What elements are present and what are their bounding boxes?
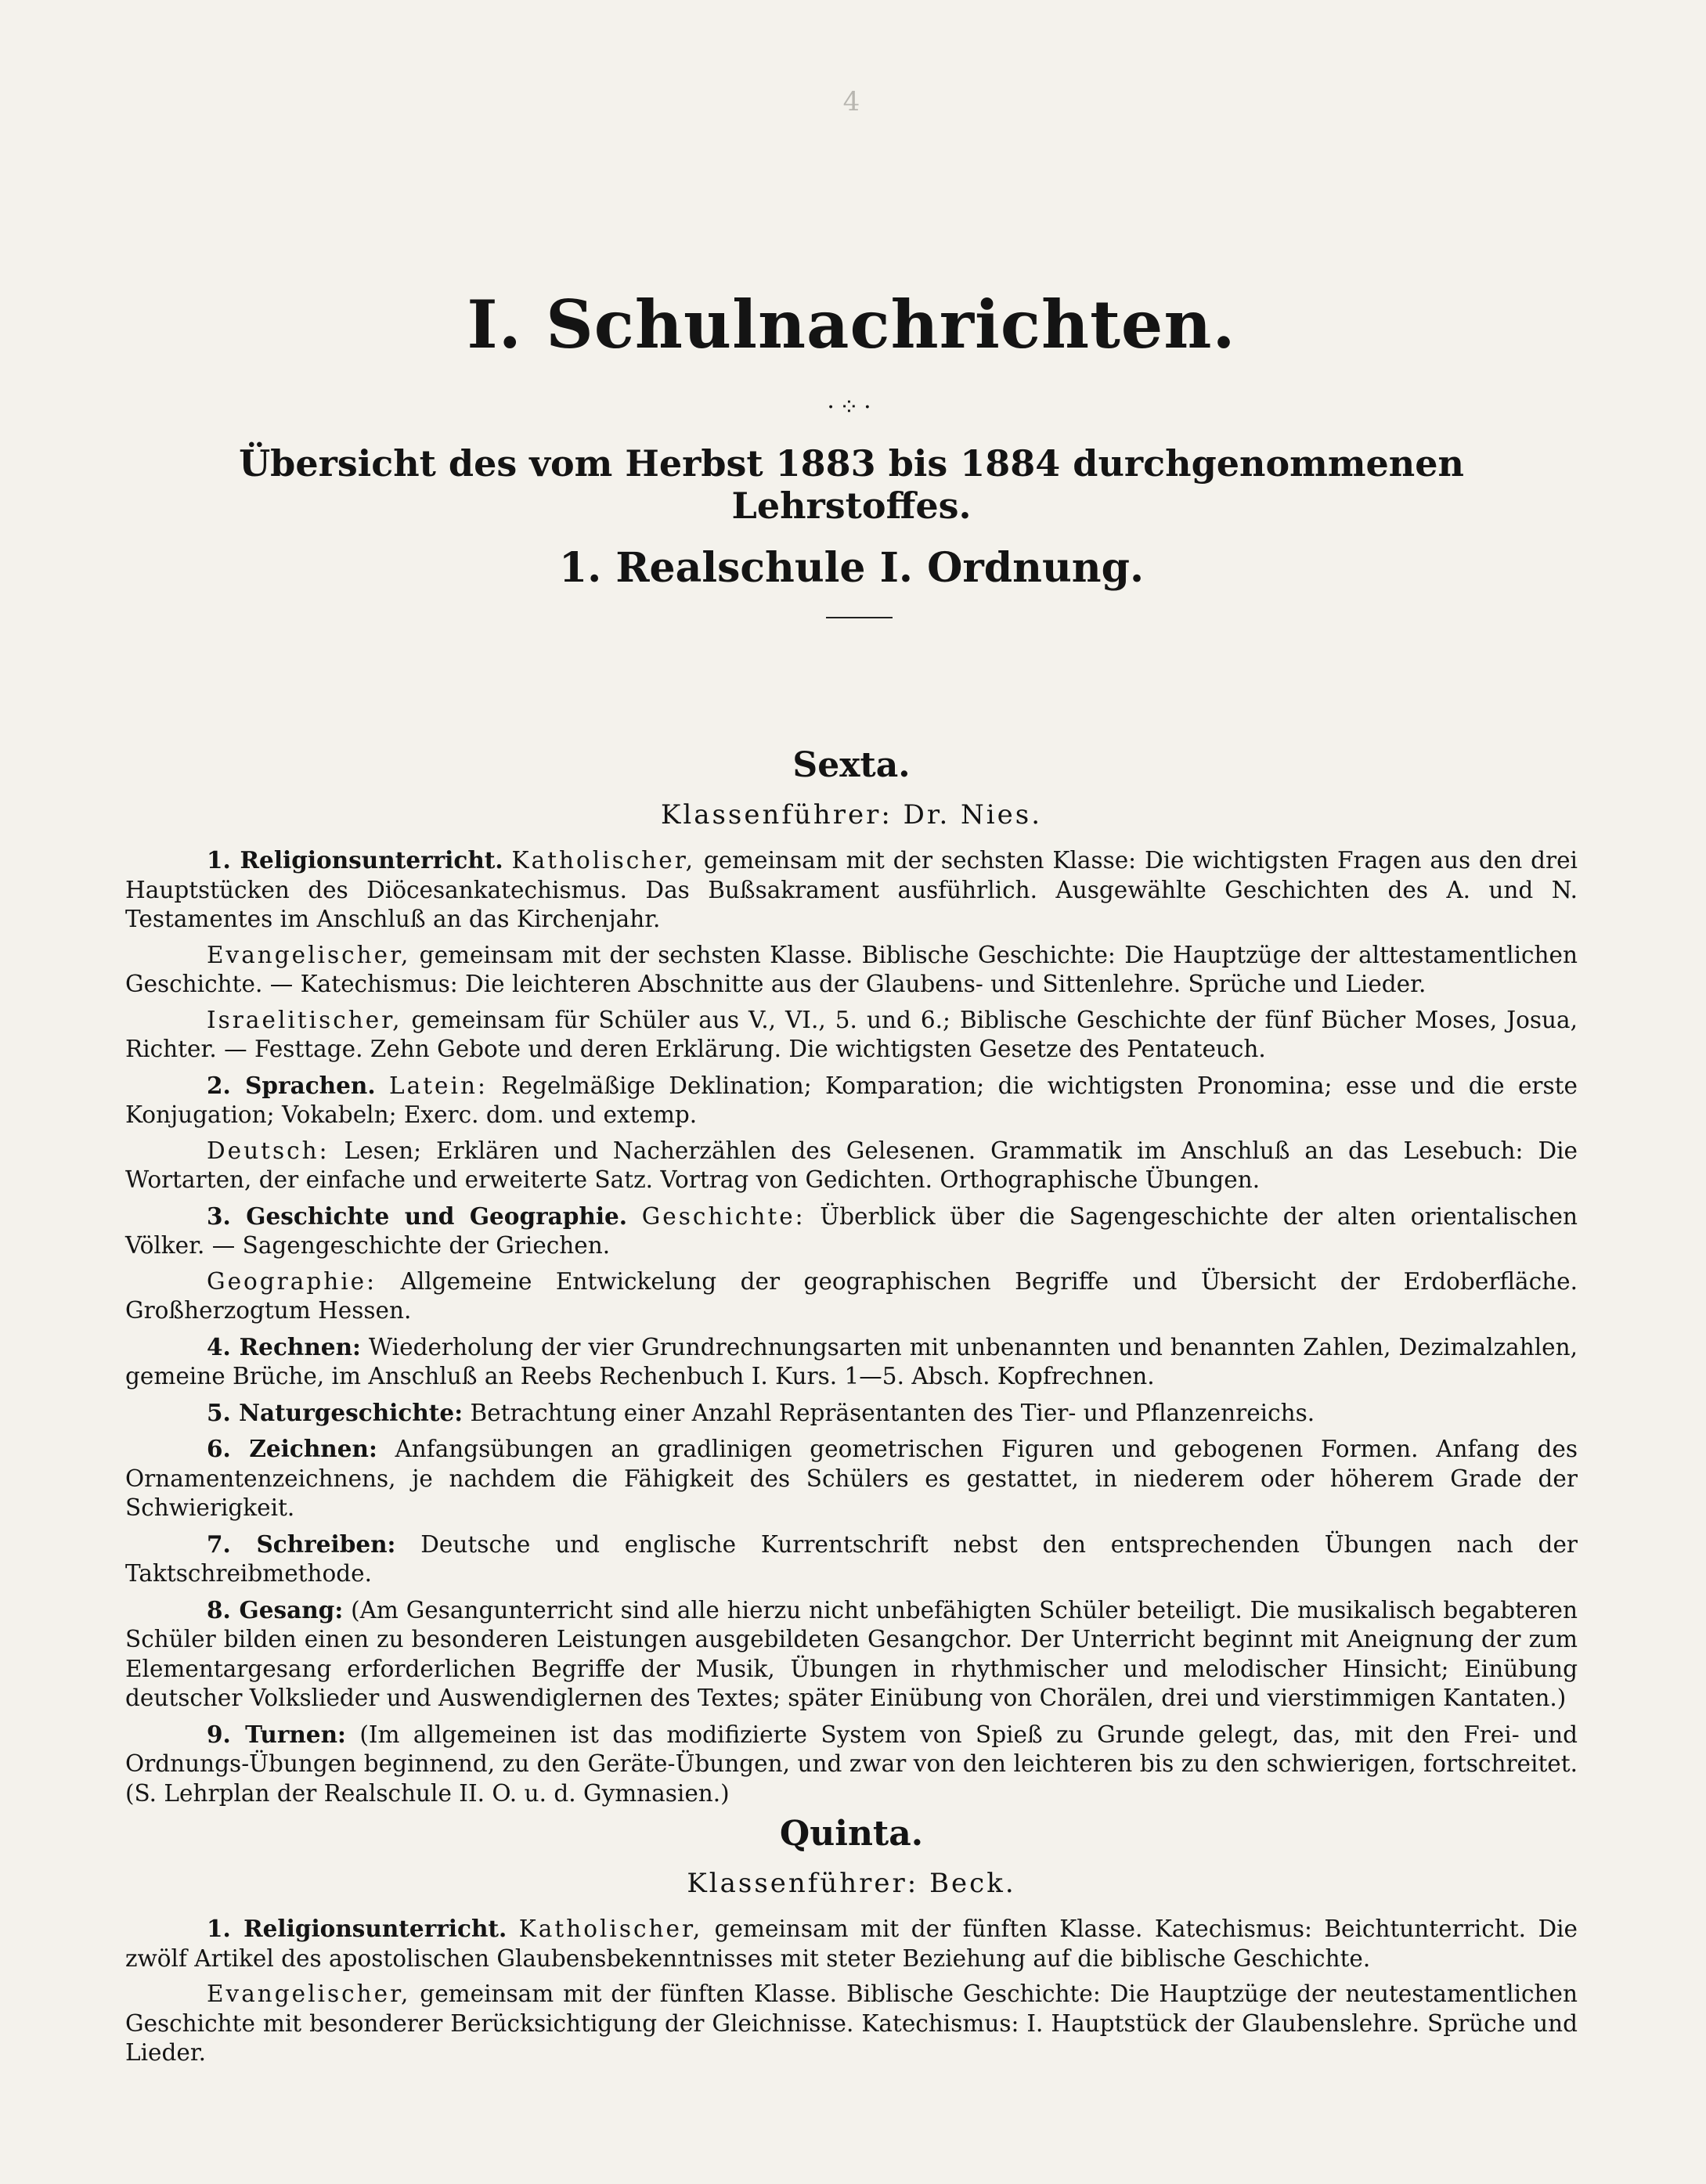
subject-paragraph xyxy=(125,845,1578,935)
subject-text: Deutsche und englische Kurrentschrift nebst den entsprechenden Übungen nach der Taktschreibmethode. xyxy=(125,1530,1578,1587)
subject-label: 4. Rechnen: xyxy=(207,1332,361,1360)
subject-text: gemeinsam für Schüler aus V., VI., 5. und 6.; Biblische Geschichte der fünf Bücher Moses, Josua, Richter. — Festtage. Zehn Gebote und deren Erklärung. Die wichtigsten Gesetze des Pentateuch. xyxy=(125,1006,1578,1062)
subject-text: Überblick über die Sagengeschichte der alten orientalischen Völker. — Sagengeschichte der Griechen. xyxy=(125,1202,1578,1259)
subject-label: 6. Zeichnen: xyxy=(207,1435,377,1462)
subject-text: Anfangsübungen an gradlinigen geometrischen Figuren und gebogenen Formen. Anfang des Ornamentenzeichnens, je nachdem die Fähigkeit des Schülers es gestattet, in niederem oder höherem Grade der Schwierigkeit. xyxy=(125,1436,1578,1521)
subject-lead: Evangelischer, xyxy=(207,1980,411,2007)
subject-paragraph xyxy=(125,1914,1578,1973)
subject-label: 3. Geschichte und Geographie. xyxy=(207,1202,628,1230)
subject-text: gemeinsam mit der sechsten Klasse. Biblische Geschichte: Die Hauptzüge der alttestamentlichen Geschichte. — Katechismus: Die leichteren Abschnitte aus der Glaubens- und Sittenlehre. Sprüche und Lieder. xyxy=(125,941,1578,997)
subject-label: 1. Religionsunterricht. xyxy=(207,846,503,874)
subject-paragraph xyxy=(125,1137,1578,1195)
subject-list xyxy=(125,1914,1578,2068)
subject-lead: Evangelischer, xyxy=(207,941,411,968)
title-ornament: ·⁘· xyxy=(827,394,876,421)
subject-paragraph xyxy=(125,1006,1578,1065)
subject-lead: Latein: xyxy=(389,1072,488,1099)
subject-list xyxy=(125,845,1578,1808)
class-leader: Klassenführer: Beck. xyxy=(687,1868,1016,1899)
subject-paragraph xyxy=(125,1398,1578,1429)
subject-paragraph xyxy=(125,1332,1578,1392)
class-section-sexta xyxy=(125,744,1578,1815)
class-name: Quinta. xyxy=(779,1814,924,1854)
class-name: Sexta. xyxy=(792,745,911,785)
subject-lead: Katholischer, xyxy=(518,1916,703,1942)
section-heading: 1. Realschule I. Ordnung. xyxy=(558,544,1145,592)
subject-text: Lesen; Erklären und Nacherzählen des Gelesenen. Grammatik im Anschluß an das Lesebuch: Die Wortarten, der einfache und erweiterte Satz. Vortrag von Gedichten. Orthographische Übungen. xyxy=(125,1137,1578,1193)
subject-lead: Katholischer, xyxy=(511,847,695,874)
class-section-quinta xyxy=(125,1812,1578,2074)
subject-label: 2. Sprachen. xyxy=(207,1071,376,1099)
subject-lead: Geschichte: xyxy=(641,1202,806,1230)
subject-paragraph xyxy=(125,1202,1578,1261)
subject-lead: Israelitischer, xyxy=(207,1006,402,1033)
subtitle: Übersicht des vom Herbst 1883 bis 1884 durchgenommenen Lehrstoffes. xyxy=(239,442,1464,527)
subject-text: gemeinsam mit der fünften Klasse. Katechismus: Beichtunterricht. Die zwölf Artikel des apostolischen Glaubensbekenntnisses mit steter Beziehung auf die biblische Geschichte. xyxy=(125,1916,1578,1972)
subject-label: 1. Religionsunterricht. xyxy=(207,1915,507,1942)
subject-paragraph xyxy=(125,1980,1578,2068)
subject-text: Betrachtung einer Anzahl Repräsentanten des Tier- und Pflanzenreichs. xyxy=(470,1399,1315,1426)
subject-label: 5. Naturgeschichte: xyxy=(207,1398,463,1426)
divider-rule xyxy=(826,617,893,618)
subject-label: 9. Turnen: xyxy=(207,1720,346,1748)
subject-paragraph xyxy=(125,1530,1578,1589)
document-page xyxy=(125,86,1578,2137)
subject-text: gemeinsam mit der sechsten Klasse: Die wichtigsten Fragen aus den drei Hauptstücken des Diöcesankatechismus. Das Bußsakrament ausführlich. Ausgewählte Geschichten des A. und N. Testamentes im Anschluß an das Kirchenjahr. xyxy=(125,847,1578,932)
subject-paragraph xyxy=(125,1267,1578,1326)
subject-label: 8. Gesang: xyxy=(207,1595,344,1624)
subject-paragraph xyxy=(125,941,1578,1000)
subject-lead: Deutsch: xyxy=(207,1137,330,1164)
subject-text: Wiederholung der vier Grundrechnungsarten mit unbenannten und benannten Zahlen, Dezimalzahlen, gemeine Brüche, im Anschluß an Reebs Rechenbuch I. Kurs. 1—5. Absch. Kopfrechnen. xyxy=(125,1333,1578,1389)
page-number: 4 xyxy=(842,86,860,117)
subject-paragraph xyxy=(125,1595,1578,1714)
subject-paragraph xyxy=(125,1071,1578,1130)
subject-text: Regelmäßige Deklination; Komparation; die wichtigsten Pronomina; esse und die erste Konjugation; Vokabeln; Exerc. dom. und extemp. xyxy=(125,1072,1578,1128)
subject-paragraph xyxy=(125,1720,1578,1809)
subject-paragraph xyxy=(125,1434,1578,1523)
main-title: I. Schulnachrichten. xyxy=(467,286,1236,363)
subject-lead: Geographie: xyxy=(207,1267,377,1295)
subject-text: Allgemeine Entwickelung der geographischen Begriffe und Übersicht der Erdoberfläche. Großherzogtum Hessen. xyxy=(125,1267,1578,1324)
subject-text: gemeinsam mit der fünften Klasse. Biblische Geschichte: Die Hauptzüge der neutestamentlichen Geschichte mit besonderer Berücksichtigung der Gleichnisse. Katechismus: I. Hauptstück der Glaubenslehre. Sprüche und Lieder. xyxy=(125,1980,1578,2066)
subject-text: (Im allgemeinen ist das modifizierte System von Spieß zu Grunde gelegt, das, mit den Frei- und Ordnungs-Übungen beginnend, zu den Geräte-Übungen, und zwar von den leichteren bis zu den schwierigen, fortschreitet. (S. Lehrplan der Realschule II. O. u. d. Gymnasien.) xyxy=(125,1721,1578,1807)
subject-label: 7. Schreiben: xyxy=(207,1530,396,1558)
subject-text: (Am Gesangunterricht sind alle hierzu nicht unbefähigten Schüler beteiligt. Die musikalisch begabteren Schüler bilden einen zu besonderen Leistungen ausgebildeten Gesangchor. Der Unterricht beginnt mit Aneignung der zum Elementargesang erforderlichen Begriffe der Musik, Übungen in rhythmischer und melodischer Hinsicht; Einübung deutscher Volkslieder und Auswendiglernen des Textes; später Einübung von Chorälen, drei und vierstimmigen Kantaten.) xyxy=(125,1596,1578,1711)
class-leader: Klassenführer: Dr. Nies. xyxy=(660,799,1043,831)
